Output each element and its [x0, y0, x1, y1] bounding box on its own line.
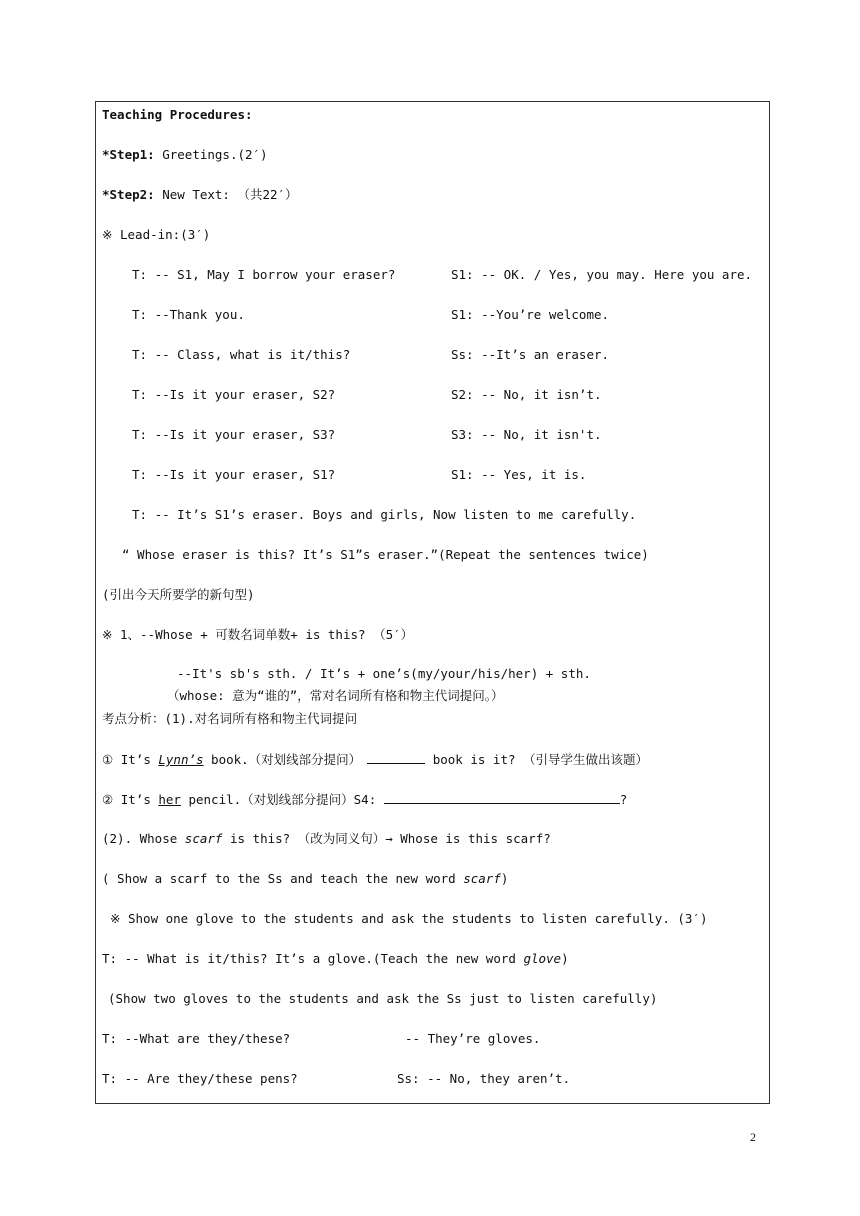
exercise-2 [102, 791, 627, 808]
glove-intro: ※ Show one glove to the students and ask the students to listen carefully. (3′) [110, 911, 708, 926]
glove-question-pre: T: -- What is it/this? It’s a glove.(Teach the new word [102, 951, 524, 966]
dialogue-student: S1: -- Yes, it is. [451, 467, 587, 482]
lead-note: (引出今天所要学的新句型) [102, 587, 255, 602]
pens-student: Ss: -- No, they aren’t. [397, 1071, 571, 1086]
exercise-1-post: book is it? （引导学生做出该题） [425, 752, 649, 767]
gloves-student: -- They’re gloves. [405, 1031, 541, 1046]
step1-text: Greetings.(2′) [154, 147, 268, 162]
show-scarf-word: scarf [463, 871, 501, 886]
teacher-final-line: T: -- It’s S1’s eraser. Boys and girls, Now listen to me carefully. [132, 507, 637, 522]
exercise-2-mid: pencil.（对划线部分提问）S4: [180, 792, 384, 807]
dialogue-teacher: T: --Is it your eraser, S3? [132, 427, 336, 442]
gloves-show-line: (Show two gloves to the students and ask the Ss just to listen carefully) [108, 991, 658, 1006]
exercise-3-word: scarf [184, 831, 223, 846]
whose-sentence-line: “ Whose eraser is this? It’s S1”s eraser.”(Repeat the sentences twice) [122, 547, 649, 562]
step2-line [102, 187, 298, 203]
dialogue-teacher: T: --Thank you. [132, 307, 245, 322]
procedures-title: Teaching Procedures: [102, 107, 253, 122]
answer-blank[interactable] [384, 791, 620, 804]
exercise-1-pre: It’s [113, 752, 159, 767]
dialogue-student: S3: -- No, it isn't. [451, 427, 602, 442]
exercise-2-pre: It’s [113, 792, 159, 807]
exercise-1-underlined: Lynn’s [158, 752, 204, 767]
dialogue-student: S1: --You’re welcome. [451, 307, 610, 322]
step2-text: New Text: （共22′） [154, 187, 298, 202]
dialogue-teacher: T: --Is it your eraser, S2? [132, 387, 336, 402]
exercise-1-number: ① [102, 752, 114, 767]
answer-blank[interactable] [367, 751, 425, 764]
pattern-2: --It's sb's sth. / It’s + one’s(my/your/his/her) + sth. [177, 666, 591, 681]
pens-teacher: T: -- Are they/these pens? [102, 1071, 298, 1086]
analysis-heading: 考点分析：(1).对名词所有格和物主代词提问 [102, 711, 358, 726]
glove-question-post: ) [561, 951, 569, 966]
step2-label: *Step2: [102, 187, 155, 202]
exercise-3-pre: (2). Whose [102, 831, 185, 846]
exercise-3-post: is this? （改为同义句）→ Whose is this scarf? [222, 831, 551, 846]
dialogue-teacher: T: --Is it your eraser, S1? [132, 467, 336, 482]
whose-note: （whose: 意为“谁的”，常对名词所有格和物主代词提问。） [167, 688, 504, 703]
show-scarf-post: ) [500, 871, 509, 886]
glove-question [102, 951, 569, 967]
show-scarf-line [102, 871, 508, 887]
glove-question-word: glove [523, 951, 562, 966]
gloves-teacher: T: --What are they/these? [102, 1031, 291, 1046]
exercise-2-number: ② [102, 792, 114, 807]
exercise-2-post: ? [619, 792, 628, 807]
step1-line [102, 147, 268, 163]
leadin-heading: ※ Lead-in:(3′) [102, 227, 211, 242]
dialogue-teacher: T: -- S1, May I borrow your eraser? [132, 267, 396, 282]
dialogue-student: Ss: --It’s an eraser. [451, 347, 610, 362]
exercise-3 [102, 831, 551, 847]
page-number: 2 [750, 1130, 756, 1144]
dialogue-teacher: T: -- Class, what is it/this? [132, 347, 351, 362]
show-scarf-pre: ( Show a scarf to the Ss and teach the new word [102, 871, 464, 886]
dialogue-student: S1: -- OK. / Yes, you may. Here you are. [451, 267, 753, 282]
exercise-2-underlined: her [158, 792, 181, 807]
exercise-1 [102, 751, 648, 768]
exercise-1-mid: book.（对划线部分提问） [203, 752, 362, 767]
pattern-1: ※ 1、--Whose + 可数名词单数+ is this? （5′） [102, 627, 414, 642]
dialogue-student: S2: -- No, it isn’t. [451, 387, 602, 402]
step1-label: *Step1: [102, 147, 155, 162]
